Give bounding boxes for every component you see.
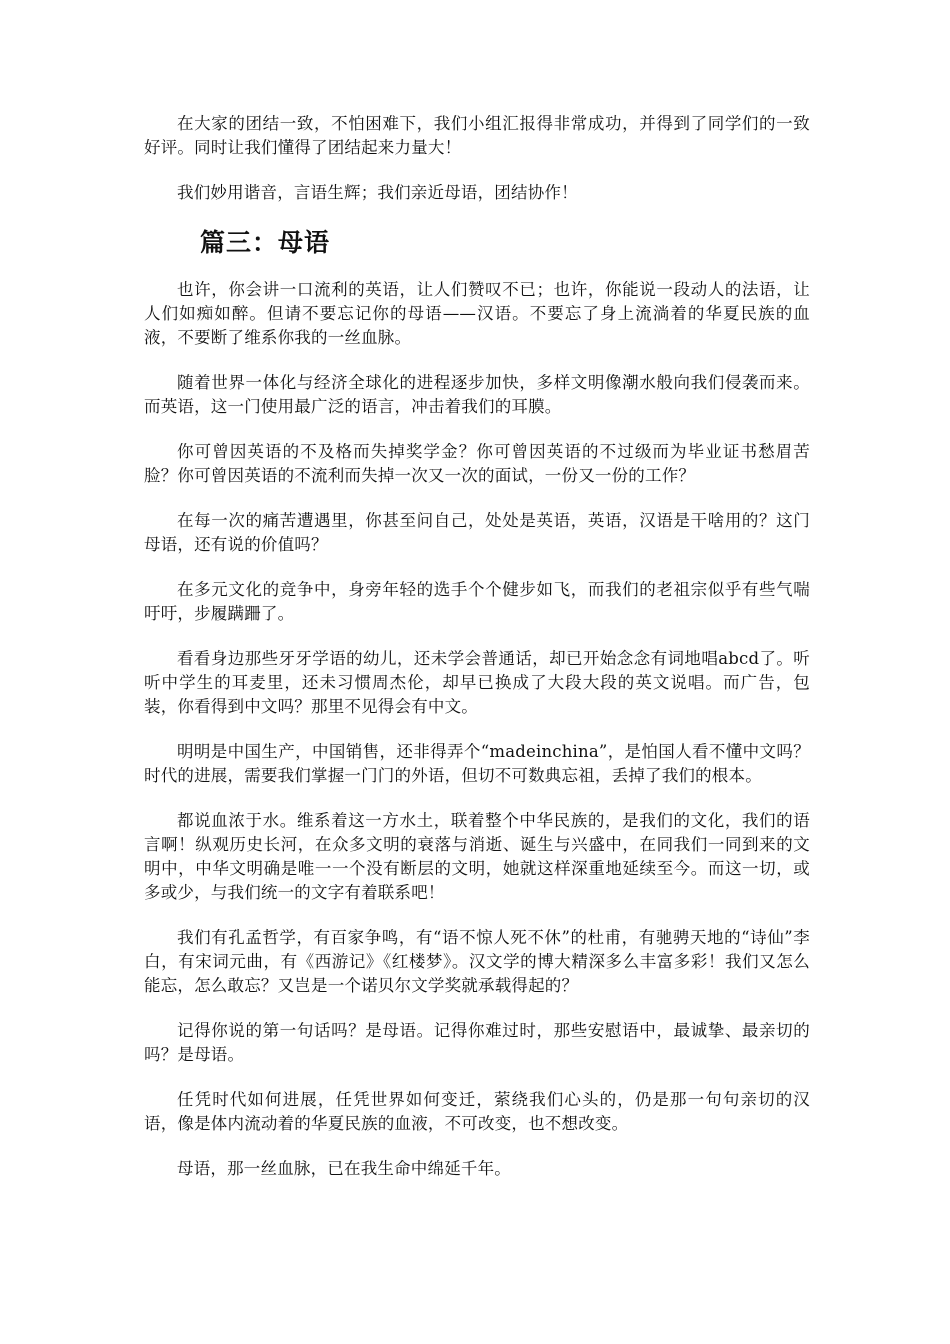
- body-paragraph: 也许，你会讲一口流利的英语，让人们赞叹不已；也许，你能说一段动人的法语，让人们如痴如醉。但请不要忘记你的母语——汉语。不要忘了身上流淌着的华夏民族的血液，不要断了维系你我的一丝血脉。: [144, 280, 810, 347]
- body-paragraph: 任凭时代如何进展，任凭世界如何变迁，萦绕我们心头的，仍是那一句句亲切的汉语，像是体内流动着的华夏民族的血液，不可改变，也不想改变。: [144, 1090, 810, 1133]
- body-paragraph: 母语，那一丝血脉，已在我生命中绵延千年。: [177, 1159, 511, 1178]
- intro-paragraph: 在大家的团结一致，不怕困难下，我们小组汇报得非常成功，并得到了同学们的一致好评。同时让我们懂得了团结起来力量大！: [144, 114, 810, 157]
- body-paragraph: 记得你说的第一句话吗？是母语。记得你难过时，那些安慰语中，最诚挚、最亲切的吗？是母语。: [144, 1021, 810, 1064]
- body-paragraph: 我们有孔孟哲学，有百家争鸣，有“语不惊人死不休”的杜甫，有驰骋天地的“诗仙”李白，有宋词元曲，有《西游记》《红楼梦》。汉文学的博大精深多么丰富多彩！我们又怎么能忘，怎么敢忘？又岂是一个诺贝尔文学奖就承载得起的？: [144, 928, 810, 995]
- body-paragraph: 看看身边那些牙牙学语的幼儿，还未学会普通话，却已开始念念有词地唱abcd了。听听中学生的耳麦里，还未习惯周杰伦，却早已换成了大段大段的英文说唱。而广告，包装，你看得到中文吗？那里不见得会有中文。: [144, 649, 810, 716]
- body-paragraph: 都说血浓于水。维系着这一方水土，联着整个中华民族的，是我们的文化，我们的语言啊！纵观历史长河，在众多文明的衰落与消逝、诞生与兴盛中，在同我们一同到来的文明中，中华文明确是唯一一个没有断层的文明，她就这样深重地延续至今。而这一切，或多或少，与我们统一的文字有着联系吧！: [144, 811, 810, 902]
- body-paragraph: 在多元文化的竞争中，身旁年轻的选手个个健步如飞，而我们的老祖宗似乎有些气喘吁吁，步履蹒跚了。: [144, 580, 810, 623]
- intro-paragraph: 我们妙用谐音，言语生辉；我们亲近母语，团结协作！: [177, 183, 578, 202]
- body-paragraph: 明明是中国生产，中国销售，还非得弄个“madeinchina”，是怕国人看不懂中文吗？时代的进展，需要我们掌握一门门的外语，但切不可数典忘祖，丢掉了我们的根本。: [144, 742, 810, 785]
- body-paragraph: 随着世界一体化与经济全球化的进程逐步加快，多样文明像潮水般向我们侵袭而来。而英语，这一门使用最广泛的语言，冲击着我们的耳膜。: [144, 373, 810, 416]
- document-page: [144, 112, 810, 1202]
- body-paragraph: 在每一次的痛苦遭遇里，你甚至问自己，处处是英语，英语，汉语是干啥用的？这门母语，还有说的价值吗？: [144, 511, 810, 554]
- section-title: 篇三：母语: [200, 228, 331, 257]
- body-paragraph: 你可曾因英语的不及格而失掉奖学金？你可曾因英语的不过级而为毕业证书愁眉苦脸？你可曾因英语的不流利而失掉一次又一次的面试，一份又一份的工作？: [144, 442, 810, 485]
